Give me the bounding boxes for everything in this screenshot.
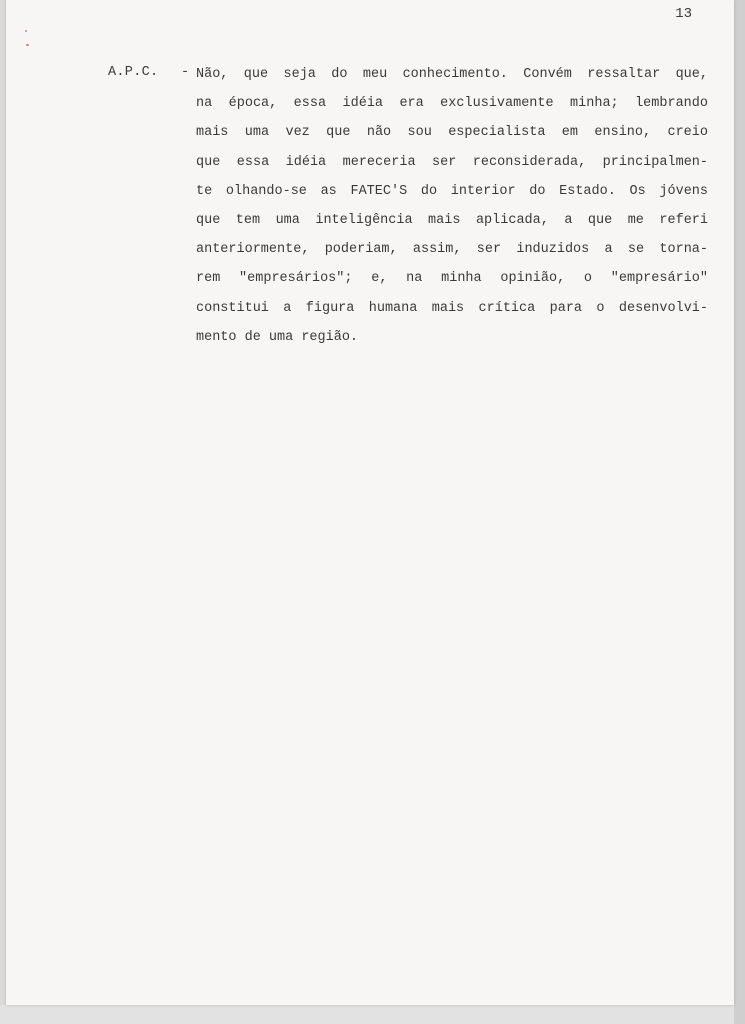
scan-background-edge [734, 0, 745, 1024]
paragraph-line: Não, que seja do meu conhecimento. Convém ressaltar que, [196, 67, 708, 82]
paragraph-line: que tem uma inteligência mais aplicada, a que me referi [196, 212, 708, 228]
page-number: 13 [675, 6, 692, 22]
speaker-dash: - [181, 65, 190, 80]
answer-paragraph [196, 65, 708, 357]
paragraph-line: te olhando-se as FATEC'S do interior do Estado. Os jóvens [196, 183, 708, 199]
paragraph-line: rem "empresários"; e, na minha opinião, o "empresário" [196, 271, 708, 287]
paragraph-line: constitui a figura humana mais crítica para o desenvolvi- [196, 300, 708, 316]
paragraph-line: que essa idéia mereceria ser reconsiderada, principalmen- [196, 154, 708, 170]
paragraph-line: na época, essa idéia era exclusivamente minha; lembrando [196, 96, 708, 112]
speaker-label: A.P.C. [108, 65, 159, 80]
scan-speck [25, 30, 27, 32]
scan-speck [26, 44, 29, 46]
scan-background-bottom [0, 1005, 745, 1024]
paragraph-line: anteriormente, poderiam, assim, ser induzidos a se torna- [196, 242, 708, 258]
paragraph-line: mais uma vez que não sou especialista em ensino, creio [196, 125, 708, 141]
paragraph-line: mento de uma região. [196, 329, 359, 345]
document-page [6, 0, 734, 1005]
